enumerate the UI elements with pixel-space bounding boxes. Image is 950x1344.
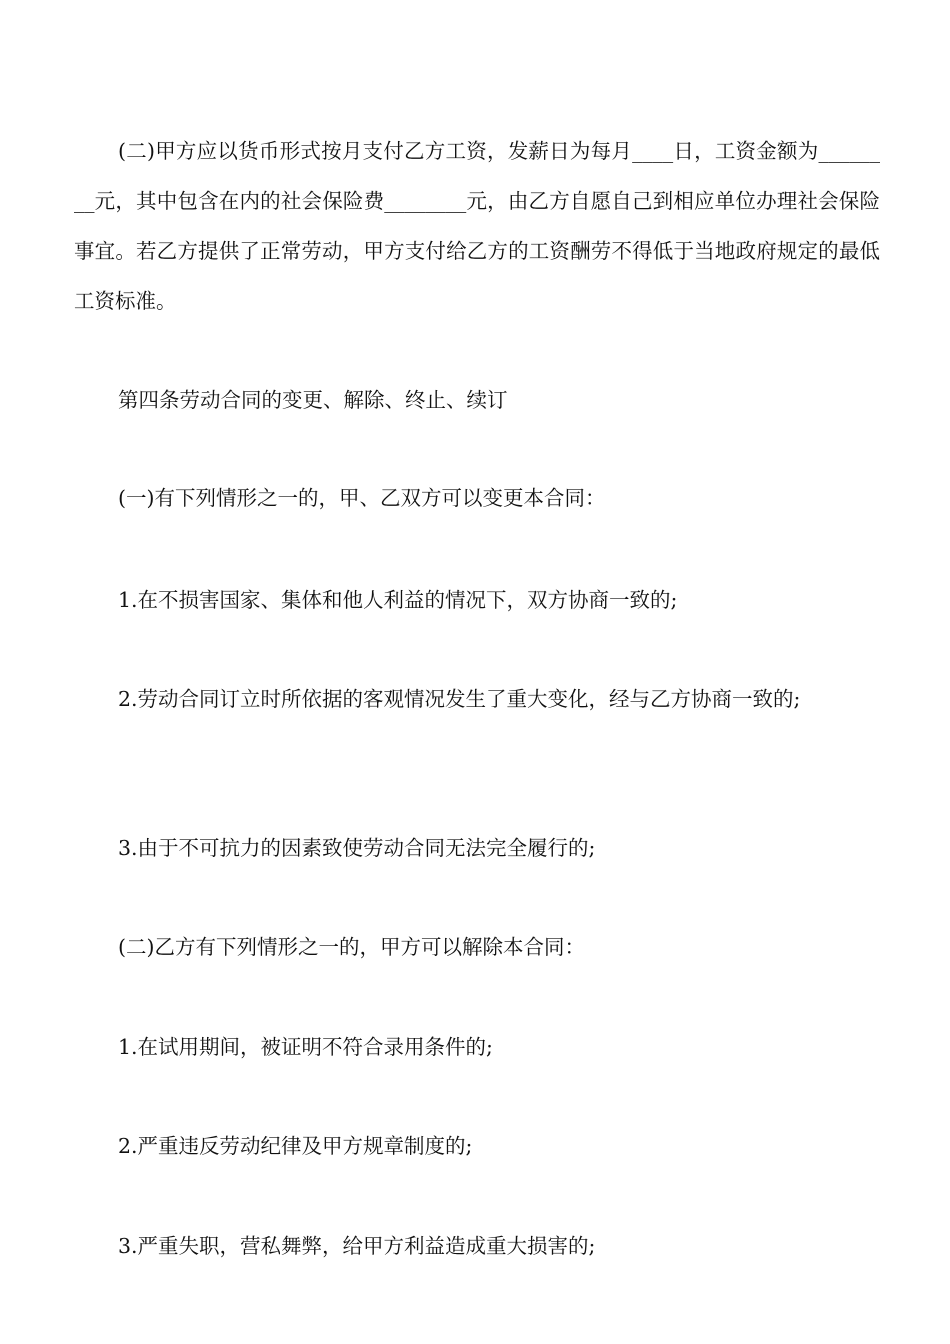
clause-change-conditions: (一)有下列情形之一的，甲、乙双方可以变更本合同： [118, 486, 606, 510]
clause-termination-conditions: (二)乙方有下列情形之一的，甲方可以解除本合同： [118, 935, 585, 959]
list-item-termination-1: 1.在试用期间，被证明不符合录用条件的; [118, 1035, 493, 1059]
list-item-termination-3: 3.严重失职，营私舞弊，给甲方利益造成重大损害的; [118, 1234, 596, 1258]
list-item-change-3: 3.由于不可抗力的因素致使劳动合同无法完全履行的; [118, 836, 596, 860]
list-item-termination-2: 2.严重违反劳动纪律及甲方规章制度的; [118, 1134, 473, 1158]
list-item-change-2: 2.劳动合同订立时所依据的客观情况发生了重大变化，经与乙方协商一致的; [118, 687, 801, 711]
list-item-change-1: 1.在不损害国家、集体和他人利益的情况下，双方协商一致的; [118, 588, 678, 612]
paragraph-salary-terms: (二)甲方应以货币形式按月支付乙方工资，发薪日为每月____日，工资金额为________元，其中包含在内的社会保险费________元，由乙方自愿自己到相应单位办理社会保险事宜。若乙方提供了正常劳动，甲方支付给乙方的工资酬劳不得低于当地政府规定的最低工资标准。 [74, 139, 880, 313]
article-four-heading: 第四条劳动合同的变更、解除、终止、续订 [118, 388, 508, 412]
